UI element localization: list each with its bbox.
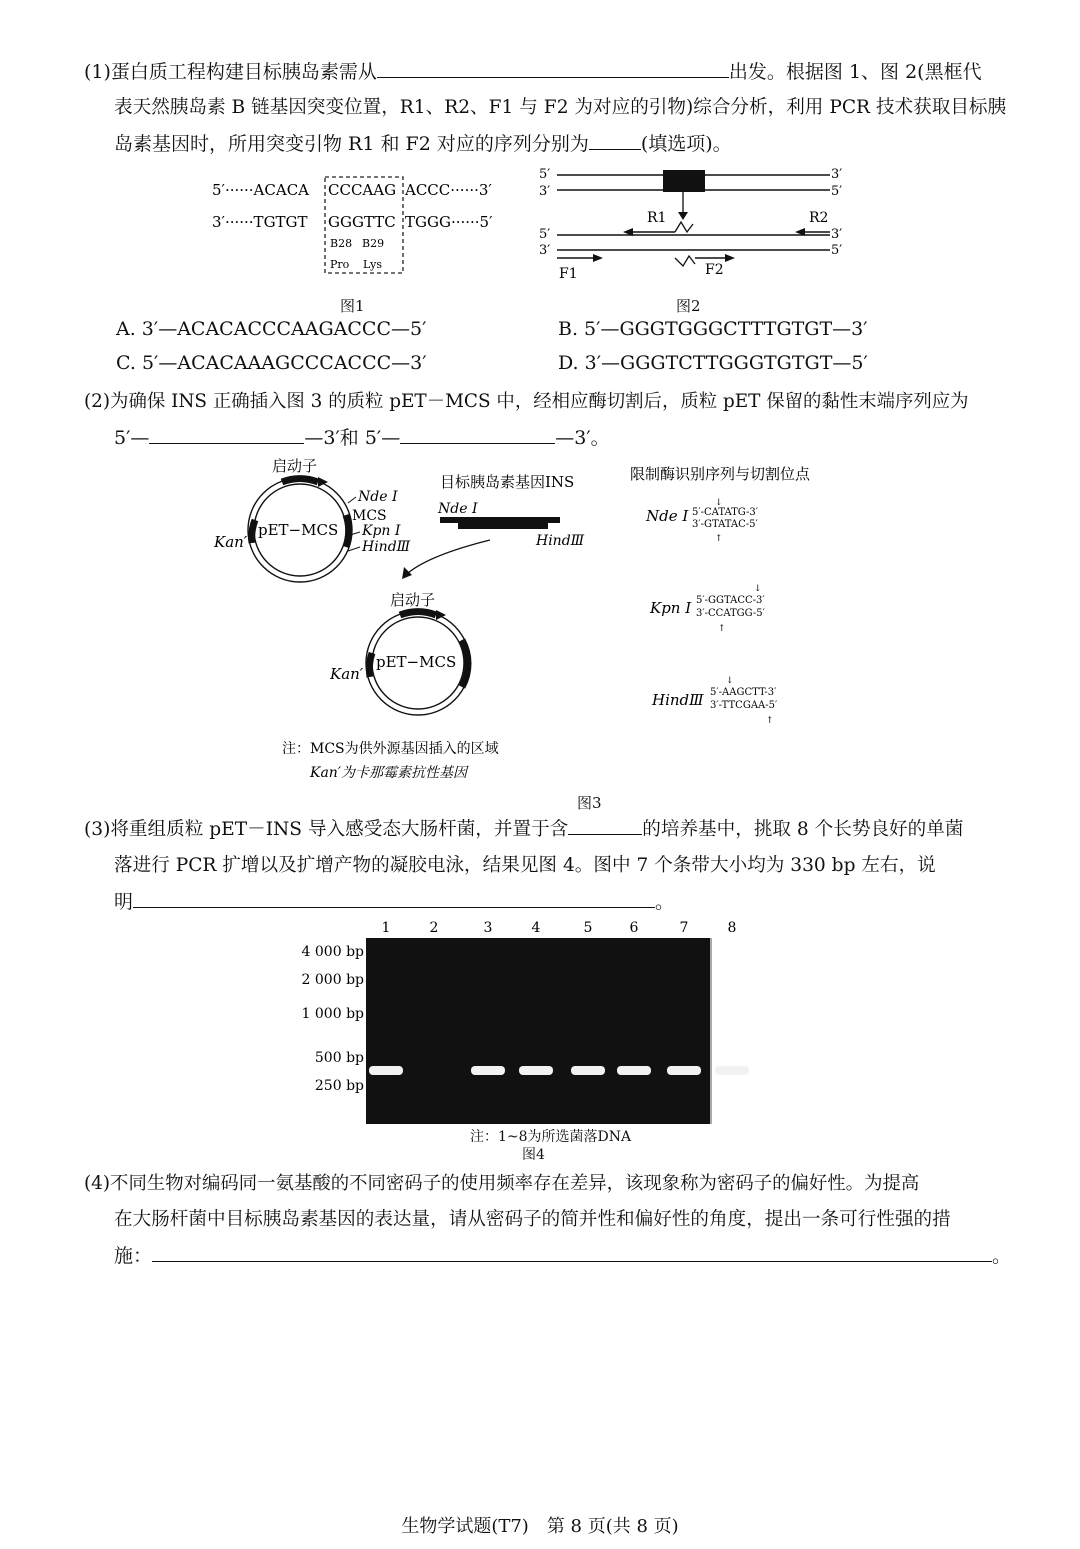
gel-lane-label: 5	[583, 920, 593, 936]
fig1-top-c: ACCC······3′	[405, 181, 492, 199]
svg-text:↑: ↑	[718, 624, 726, 634]
gel-marker-label: 2 000 bp	[301, 972, 364, 988]
gel-marker-label: 4 000 bp	[301, 944, 364, 960]
fig2-r2-label: R2	[809, 210, 829, 226]
fig3-kan-bottom: Kan′	[330, 665, 364, 683]
q1-answer-blank-2[interactable]	[589, 127, 641, 150]
svg-text:3′: 3′	[539, 243, 551, 258]
fig3-kan-top: Kan′	[214, 533, 248, 551]
gel-band	[471, 1066, 505, 1075]
gel-band	[571, 1066, 605, 1075]
fig3-note2: Kan′为卡那霉素抗性基因	[310, 765, 468, 781]
option-c[interactable]: C. 5′—ACACAAAGCCCACCC—3′	[116, 352, 427, 374]
svg-text:↓: ↓	[754, 584, 762, 594]
gel-lane-label: 8	[727, 920, 737, 936]
fig1-pro: Pro	[330, 258, 350, 271]
q2-line2: 5′— —3′和 5′— —3′。	[114, 420, 610, 456]
fig3-ins-nde: Nde Ⅰ	[438, 501, 478, 517]
fig3-kpn-seq1: 5′-GGTACC-3′	[696, 595, 765, 606]
gel-band	[715, 1066, 749, 1075]
svg-text:5′: 5′	[539, 227, 551, 242]
svg-text:5′: 5′	[831, 184, 843, 199]
q4-answer-blank[interactable]	[152, 1239, 992, 1262]
fig1-top-b: CCCAAG	[328, 181, 397, 199]
gel-marker-label: 1 000 bp	[301, 1006, 364, 1022]
fig3-plasmid-bottom: pET−MCS	[376, 653, 457, 671]
q1-line3-text: 岛素基因时，所用突变引物 R1 和 F2 对应的序列分别为	[114, 133, 589, 155]
svg-text:↓: ↓	[715, 498, 723, 508]
gel-svg	[300, 916, 770, 1126]
q3-answer-blank-2[interactable]	[133, 885, 655, 908]
fig3-promoter-top: 启动子	[272, 457, 318, 475]
q1-line1	[84, 54, 982, 90]
option-d[interactable]: D. 3′—GGGTCTTGGGTGTGT—5′	[558, 352, 868, 374]
q4-line3: 施： 。	[114, 1238, 1011, 1274]
fig3-ins-title: 目标胰岛素基因INS	[440, 473, 575, 491]
q1-line3-tail: (填选项)。	[640, 133, 732, 155]
gel-lane-label: 7	[679, 920, 689, 936]
gel-lane-label: 3	[483, 920, 493, 936]
fig3-ins-hind: HindⅢ	[536, 533, 585, 549]
svg-text:↓: ↓	[726, 676, 734, 686]
gel-band	[667, 1066, 701, 1075]
svg-text:5′: 5′	[831, 243, 843, 258]
q2-answer-blank-2[interactable]	[400, 421, 555, 444]
q3-line3: 明 。	[114, 884, 674, 920]
option-a[interactable]: A. 3′—ACACACCCAAGACCC—5′	[116, 318, 427, 340]
fig1-b28: B28	[330, 237, 353, 250]
fig2-f1-label: F1	[559, 266, 578, 282]
q1-answer-blank-1[interactable]	[377, 55, 729, 78]
page-footer: 生物学试题(T7) 第 8 页(共 8 页)	[401, 1516, 679, 1537]
gel-band	[617, 1066, 651, 1075]
figure-2	[535, 160, 855, 290]
fig2-f2-label: F2	[705, 262, 724, 278]
q4-line1: (4)不同生物对编码同一氨基酸的不同密码子的使用频率存在差异，该现象称为密码子的偏好性。为提高	[84, 1173, 920, 1194]
fig1-bot-c: TGGG······5′	[405, 213, 493, 231]
fig1-caption: 图1	[340, 297, 365, 315]
fig3-nde-label: Nde Ⅰ	[358, 489, 398, 505]
fig1-b29: B29	[362, 237, 385, 250]
gel-lane-label: 4	[531, 920, 541, 936]
fig3-hind-label: HindⅢ	[362, 539, 411, 555]
gel-lane-label: 1	[381, 920, 391, 936]
fig3-nde-seq1: 5′-CATATG-3′	[692, 507, 758, 518]
q3-answer-blank-1[interactable]	[568, 812, 642, 835]
gel-marker-label: 250 bp	[314, 1078, 364, 1094]
fig2-caption: 图2	[676, 297, 701, 315]
q2-line1: (2)为确保 INS 正确插入图 3 的质粒 pET－MCS 中，经相应酶切割后，质粒 pET 保留的黏性末端序列应为	[84, 391, 969, 412]
fig3-enzyme-kpn: Kpn Ⅰ	[650, 599, 692, 617]
q1-line3	[114, 126, 732, 162]
fig4-caption: 图4	[522, 1147, 545, 1163]
fig2-r1-label: R1	[647, 210, 667, 226]
gel-lane-label: 2	[429, 920, 439, 936]
gel-band	[369, 1066, 403, 1075]
fig3-kpn-seq2: 3′-CCATGG-5′	[696, 608, 765, 619]
fig3-mcs-label: MCS	[352, 508, 387, 524]
fig1-bot-a: 3′······TGTGT	[212, 213, 308, 231]
fig3-kpn-label: Kpn Ⅰ	[362, 523, 401, 539]
q4-line2: 在大肠杆菌中目标胰岛素基因的表达量，请从密码子的简并性和偏好性的角度，提出一条可行性强的措	[114, 1209, 951, 1230]
svg-text:↑: ↑	[715, 534, 723, 544]
fig3-nde-seq2: 3′-GTATAC-5′	[692, 519, 758, 530]
fig3-hind-seq1: 5′-AAGCTT-3′	[710, 687, 777, 698]
svg-text:↑: ↑	[766, 716, 774, 726]
q1-line2: 表天然胰岛素 B 链基因突变位置，R1、R2、F1 与 F2 为对应的引物)综合分析，利用 PCR 技术获取目标胰	[114, 97, 1007, 118]
svg-text:5′: 5′	[539, 167, 551, 182]
figure-1	[200, 165, 520, 315]
gel-band	[519, 1066, 553, 1075]
fig4-note: 注：1~8为所选菌落DNA	[470, 1129, 632, 1145]
fig1-lys: Lys	[363, 258, 382, 271]
fig3-promoter-bottom: 启动子	[390, 591, 436, 609]
fig3-plasmid-top: pET−MCS	[258, 521, 339, 539]
fig1-bot-b: GGGTTC	[328, 213, 396, 231]
fig3-enzyme-nde: Nde Ⅰ	[646, 507, 689, 525]
gel-marker-label: 500 bp	[314, 1050, 364, 1066]
figure-4-gel	[300, 916, 770, 1126]
fig3-enzyme-title: 限制酶识别序列与切割位点	[630, 465, 811, 483]
svg-text:3′: 3′	[831, 227, 843, 242]
fig3-note1: 注：MCS为供外源基因插入的区域	[282, 741, 499, 757]
q3-line2: 落进行 PCR 扩增以及扩增产物的凝胶电泳，结果见图 4。图中 7 个条带大小均为 330 bp 左右，说	[114, 855, 936, 876]
svg-text:3′: 3′	[539, 184, 551, 199]
svg-text:3′: 3′	[831, 167, 843, 182]
q3-line1: (3)将重组质粒 pET－INS 导入感受态大肠杆菌，并置于含 的培养基中，挑取 8 个长势良好的单菌	[84, 812, 963, 848]
fig3-hind-seq2: 3′-TTCGAA-5′	[710, 700, 778, 711]
fig2-mutation-block	[663, 170, 705, 192]
q1-text-b: 出发。根据图 1、图 2(黑框代	[728, 61, 982, 83]
fig1-top-a: 5′······ACACA	[212, 181, 310, 199]
gel-background	[366, 938, 712, 1124]
q1-text-a: (1)蛋白质工程构建目标胰岛素需从	[84, 61, 377, 83]
q2-answer-blank-1[interactable]	[149, 421, 304, 444]
option-b[interactable]: B. 5′—GGGTGGGCTTTGTGT—3′	[558, 318, 868, 340]
gel-lane-label: 6	[629, 920, 639, 936]
figure-3	[200, 455, 860, 785]
fig3-enzyme-hind: HindⅢ	[652, 691, 704, 709]
fig3-caption: 图3	[577, 794, 602, 812]
